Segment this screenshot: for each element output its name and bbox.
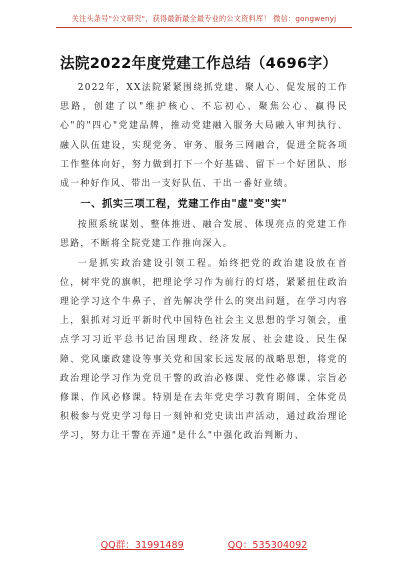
header-banner: 关注头条号"公文研究"，获得最新最全最专业的公文资料库！ 微信：gongwenyj: [71, 14, 337, 23]
paragraph-approach: 按照系统谋划、整体推进、融合发展、体现亮点的党建工作思路，不断将全院党建工作推向深入。: [60, 220, 348, 250]
document-body: [60, 79, 348, 447]
section-heading: 一、抓实三项工程，党建工作由"虚"变"实": [80, 199, 288, 211]
footer-qq-group[interactable]: QQ群：31991489: [100, 540, 184, 551]
page-title: 法院2022年度党建工作总结（4696字）: [60, 55, 338, 72]
footer-qq[interactable]: QQ：535304092: [227, 540, 308, 551]
header-divider: [56, 27, 352, 28]
footer-contact: [0, 537, 408, 551]
paragraph-intro: 2022年，XX法院紧紧围绕抓党建、聚人心、促发展的工作思路，创建了以"维护核心、不忘初心、聚焦公心、赢得民心"的"四心"党建品牌，推动党建融入服务大局融入审判执行、融入队伍建设，实现党务、审务、服务三网融合，促进全院各项工作整体向好，努力做到打下一个好基础、留下一个好团队、形成一种好作风、带出一支好队伍、干出一番好业绩。: [60, 83, 348, 190]
paragraph-political-construction: 一是抓实政治建设引领工程。始终把党的政治建设放在首位，树牢党的旗帜，把理论学习作为前行的灯塔，紧紧扭住政治理论学习这个牛鼻子，首先解决学什么的突出问题，在学习内容上，狠抓对习近平新时代中国特色社会主义思想的学习领会，重点学习习近平总书记治国理政、经济发展、社会建设、民生保障、党风廉政建设等事关党和国家长远发展的战略思想，将党的政治理论学习作为党员干警的政治必修课、党性必修课、宗旨必修课、作风必修课。特别是在去年党史学习教育期间，全体党员积极参与党史学习每日一刻钟和党史读出声活动，通过政治理论学习，努力让干警在弄通"是什么"中强化政治判断力、: [60, 258, 348, 442]
